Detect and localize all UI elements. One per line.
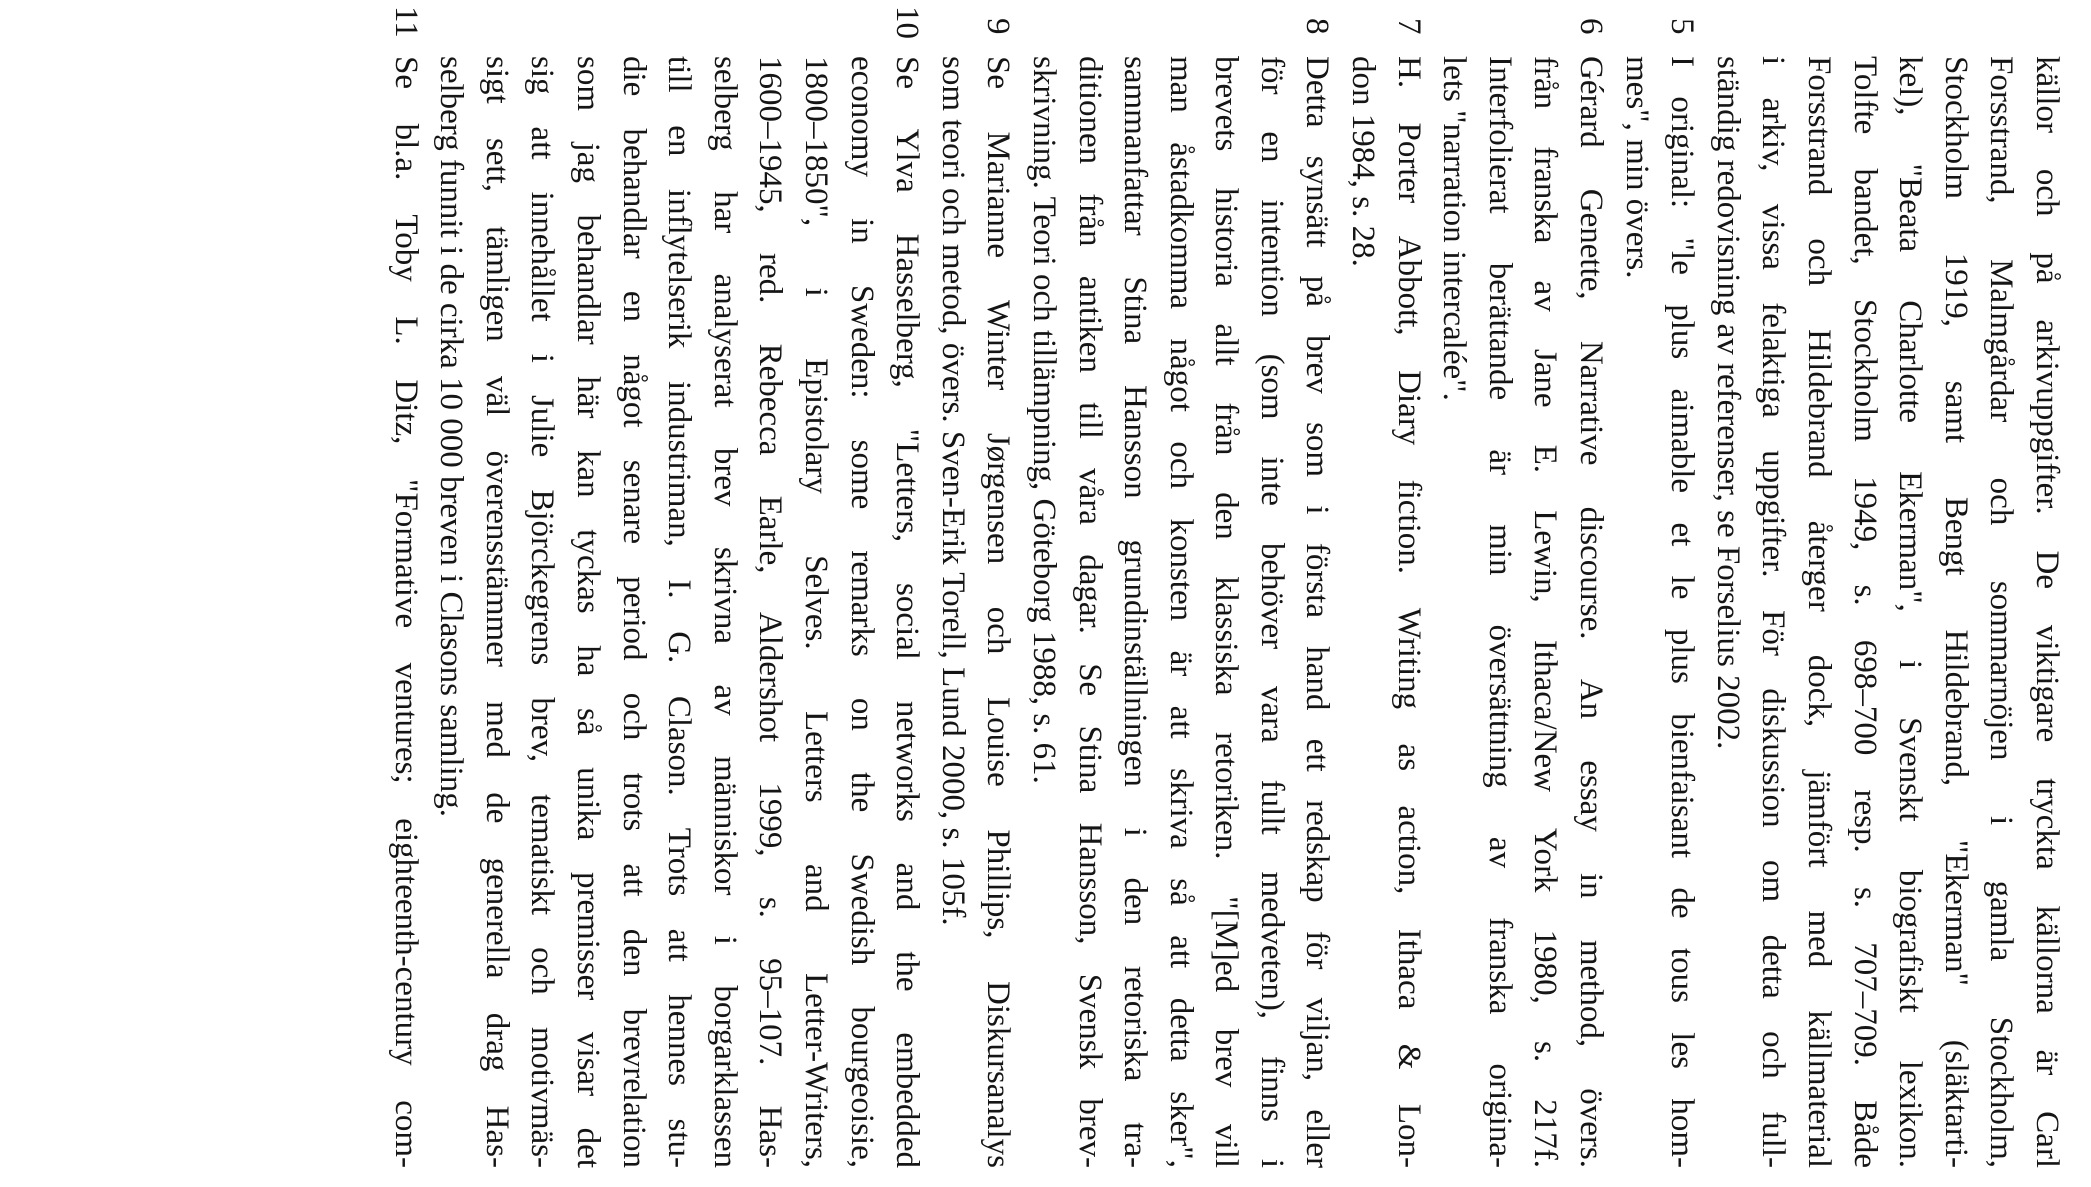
footnote-number: 6 — [1573, 18, 1610, 35]
footnote-line — [1294, 18, 1340, 1168]
footnote-line-text: H. Porter Abbott, Diary fiction. Writing as action, Ithaca & Lon- — [1390, 56, 1427, 1168]
footnote-line: Forsstrand, Malmgårdar och sommarnöjen i gamla Stockholm, — [1983, 56, 2020, 1168]
footnote-line: selberg funnit i de cirka 10 000 breven i Clasons samling. — [433, 56, 470, 817]
footnote-line: från franska av Jane E. Lewin, Ithaca/New York 1980, s. 217f. — [1527, 56, 1564, 1168]
footnote-line: 1800–1850", i Epistolary Selves. Letters and Letter-Writers, — [797, 56, 834, 1168]
footnote-line-text: Se Ylva Hasselberg, "Letters, social networks and the embedded — [889, 56, 926, 1168]
footnote-line — [884, 6, 930, 1168]
footnote-5 — [1613, 18, 1704, 1168]
footnotes-section — [382, 6, 2069, 1168]
footnote-line: sig att innehållet i Julie Björckegrens brev, tematiskt och motivmäs- — [524, 56, 561, 1168]
footnote-line: i arkiv, vissa felaktiga uppgifter. För diskussion om detta och full- — [1755, 56, 1792, 1168]
footnote-line: lets "narration intercalée". — [1436, 56, 1473, 401]
footnote-line: sigt sett, tämligen väl överensstämmer med de generella drag Has- — [478, 56, 515, 1168]
footnote-line: 1600–1945, red. Rebecca Earle, Aldershot 1999, s. 95–107. Has- — [752, 56, 789, 1168]
footnote-line: skrivning. Teori och tillämpning, Göteborg 1988, s. 61. — [1025, 56, 1062, 784]
footnote-line — [1659, 18, 1705, 1168]
footnote-6 — [1431, 18, 1613, 1168]
footnote-9 — [929, 18, 1020, 1168]
footnote-line: man åstadkomma något och konsten är att skriva så att detta sker", — [1162, 56, 1199, 1168]
footnote-line: ditionen från antiken till våra dagar. Se Stina Hansson, Svensk brev- — [1071, 56, 1108, 1168]
footnote-line: brevets historia allt från den klassiska retoriken. "[M]ed brev vill — [1208, 56, 1245, 1168]
footnote-line: don 1984, s. 28. — [1345, 56, 1382, 267]
footnote-line-text: Detta synsätt på brev som i första hand ett redskap för viljan, eller — [1299, 56, 1336, 1168]
footnote-line — [975, 18, 1021, 1168]
footnote-line: till en inflytelserik industriman, I. G. Clason. Trots att hennes stu- — [661, 56, 698, 1168]
footnote-line: selberg har analyserat brev skrivna av människor i borgarklassen — [706, 56, 743, 1168]
footnote-line: för en intention (som inte behöver vara fullt medveten), finns i — [1253, 56, 1290, 1168]
footnote-number: 8 — [1299, 18, 1336, 35]
footnote-line: die behandlar en något senare period och trots att den brevrelation — [615, 56, 652, 1168]
footnote-continued — [1704, 18, 2069, 1168]
footnote-number: 10 — [889, 6, 926, 39]
footnote-number: 5 — [1664, 18, 1701, 35]
footnote-line-text: Se bl.a. Toby L. Ditz, "Formative ventures; eighteenth-century com- — [387, 56, 424, 1168]
footnote-line: kel), "Beata Charlotte Ekerman", i Svenskt biografiskt lexikon. — [1892, 56, 1929, 1168]
footnote-line: Tolfte bandet, Stockholm 1949, s. 698–700 resp. s. 707–709. Både — [1846, 56, 1883, 1168]
footnote-number: 11 — [387, 6, 424, 38]
footnote-line: economy in Sweden: some remarks on the Swedish bourgeoisie, — [843, 56, 880, 1168]
footnote-line — [382, 6, 428, 1168]
footnote-line: sammanfattar Stina Hansson grundinställningen i den retoriska tra- — [1117, 56, 1154, 1168]
footnote-line — [1385, 18, 1431, 1168]
footnote-line — [1567, 18, 1613, 1168]
footnote-line-text: I original: "le plus aimable et le plus bienfaisant de tous les hom- — [1664, 56, 1701, 1168]
footnote-line: som jag behandlar här kan tyckas ha så unika premisser visar det — [570, 56, 606, 1168]
footnote-7 — [1340, 18, 1431, 1168]
footnote-line: Stockholm 1919, samt Bengt Hildebrand, "Ekerman" (släktarti- — [1937, 56, 1974, 1168]
footnote-line: Forsstrand och Hildebrand återger dock, jämfört med källmaterial — [1801, 56, 1838, 1168]
footnote-line: som teori och metod, övers. Sven-Erik Torell, Lund 2000, s. 105f. — [934, 56, 971, 926]
footnote-line: källor och på arkivuppgifter. De viktigare tryckta källorna är Carl — [2029, 56, 2065, 1168]
footnote-11 — [382, 6, 428, 1168]
footnote-line: Interfolierat berättande är min översättning av franska origina- — [1481, 56, 1518, 1168]
footnote-number: 9 — [980, 18, 1017, 35]
footnote-line-text: Gérard Genette, Narrative discourse. An essay in method, övers. — [1573, 56, 1610, 1168]
footnote-number: 7 — [1390, 18, 1427, 35]
footnote-10 — [428, 6, 930, 1168]
footnote-8 — [1020, 18, 1339, 1168]
footnote-line: mes", min övers. — [1618, 56, 1655, 279]
footnote-line: ständig redovisning av referenser, se Forselius 2002. — [1709, 56, 1746, 750]
footnote-line-text: Se Marianne Winter Jørgensen och Louise Phillips, Diskursanalys — [980, 56, 1017, 1168]
